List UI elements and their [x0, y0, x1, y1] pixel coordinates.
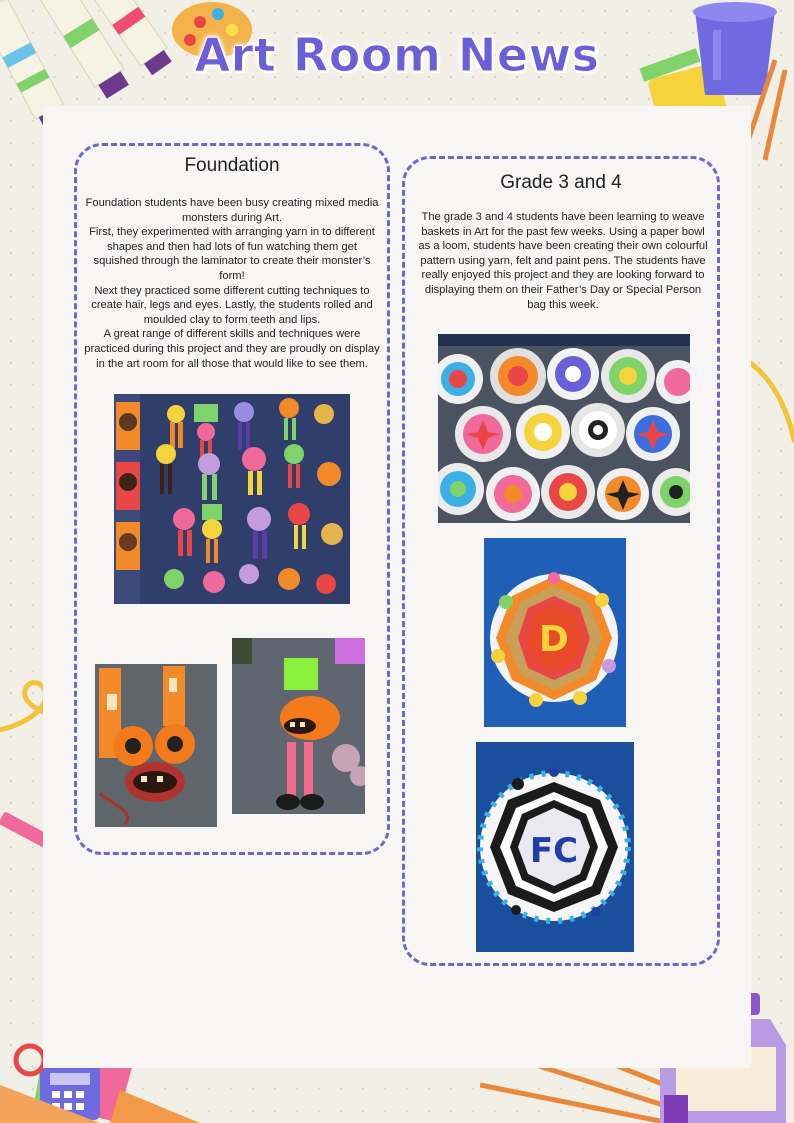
grade34-paragraph: The grade 3 and 4 students have been learning to weave baskets in Art for the past few weeks. Using a paper bowl as a loom, students have been creating their own colourful pattern using yarn, felt and paint pens. The students have really enjoyed this project and they are looking forward to displaying them on their Father’s Day or Special Person bag this week.	[418, 211, 708, 311]
foundation-text	[84, 196, 380, 371]
orange-monster-photo	[95, 664, 217, 827]
grade34-text	[418, 210, 708, 312]
foundation-paragraph: Foundation students have been busy creating mixed media monsters during Art.	[85, 197, 379, 224]
emblem-text: FC	[529, 831, 579, 871]
pink-monster-photo	[232, 638, 365, 814]
foundation-paragraph: First, they experimented with arranging yarn in to different shapes and then had lots of fun watching them get squished through the laminator to create their monster’s form!	[89, 226, 375, 282]
basket-letter: D	[539, 619, 569, 660]
monster-display-photo	[114, 394, 350, 604]
foundation-paragraph: Next they practiced some different cutting techniques to create hair, legs and eyes. Lastly, the students rolled and moulded clay to form teeth and lips.	[91, 284, 373, 326]
foundation-paragraph: A great range of different skills and techniques were practiced during this project and they are proudly on display in the art room for all those that would like to see them.	[84, 328, 380, 370]
letter-d-basket-photo	[484, 538, 626, 727]
fc-emblem-basket-photo	[476, 742, 634, 952]
page-title: Art Room News	[194, 28, 600, 82]
woven-baskets-display-photo	[438, 334, 690, 523]
foundation-heading: Foundation	[184, 155, 280, 176]
grade34-heading: Grade 3 and 4	[500, 172, 622, 193]
